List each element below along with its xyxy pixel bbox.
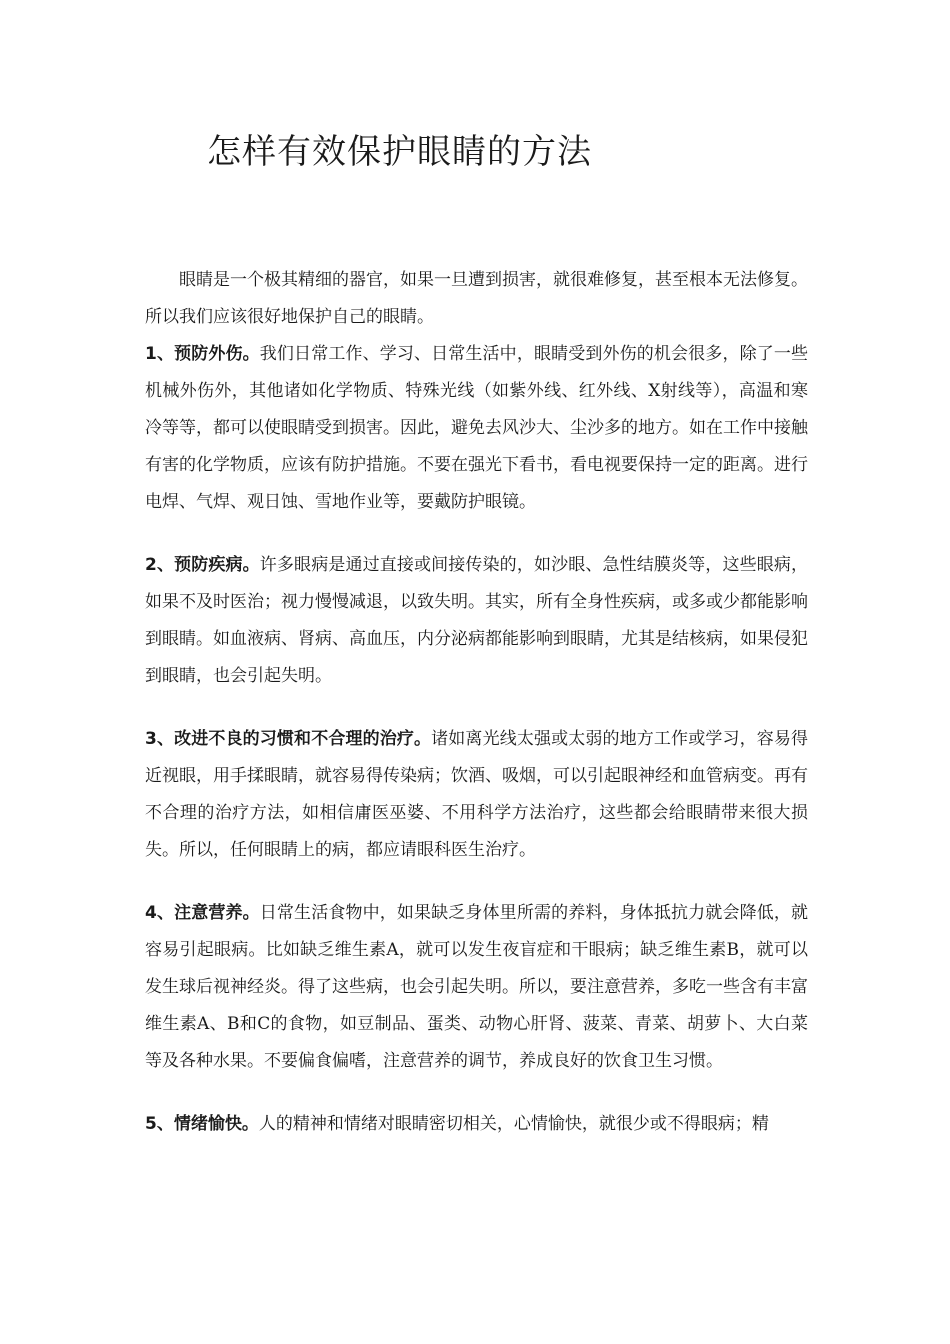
section-paragraph-2 [145,547,808,695]
intro-paragraph: 眼睛是一个极其精细的器官，如果一旦遭到损害，就很难修复，甚至根本无法修复。所以我们应该很好地保护自己的眼睛。 [145,270,808,327]
document-body [145,262,808,1143]
section-heading-5: 5、情绪愉快。 [145,1114,259,1134]
section-paragraph-3 [145,721,808,869]
section-paragraph-1 [145,336,808,521]
section-paragraph-4 [145,895,808,1080]
section-paragraph-5 [145,1106,808,1143]
section-text-1: 我们日常工作、学习、日常生活中，眼睛受到外伤的机会很多，除了一些机械外伤外，其他诸如化学物质、特殊光线（如紫外线、红外线、X射线等），高温和寒冷等等，都可以使眼睛受到损害。因此，避免去风沙大、尘沙多的地方。如在工作中接触有害的化学物质，应该有防护措施。不要在强光下看书，看电视要保持一定的距离。进行电焊、气焊、观日蚀、雪地作业等，要戴防护眼镜。 [145,344,808,512]
section-heading-1: 1、预防外伤。 [145,344,260,364]
section-heading-2: 2、预防疾病。 [145,555,260,575]
section-text-5: 人的精神和情绪对眼睛密切相关，心情愉快，就很少或不得眼病；精 [258,1114,769,1134]
section-text-3: 诸如离光线太强或太弱的地方工作或学习，容易得近视眼，用手揉眼睛，就容易得传染病；饮酒、吸烟，可以引起眼神经和血管病变。再有不合理的治疗方法，如相信庸医巫婆、不用科学方法治疗，这些都会给眼睛带来很大损失。所以，任何眼睛上的病，都应请眼科医生治疗。 [145,729,809,860]
section-heading-3: 3、改进不良的习惯和不合理的治疗。 [145,729,432,749]
document-title: 怎样有效保护眼睛的方法 [207,132,592,172]
section-text-4: 日常生活食物中，如果缺乏身体里所需的养料，身体抵抗力就会降低，就容易引起眼病。比如缺乏维生素A，就可以发生夜盲症和干眼病；缺乏维生素B，就可以发生球后视神经炎。得了这些病，也会引起失明。所以，要注意营养，多吃一些含有丰富维生素A、B和C的食物，如豆制品、蛋类、动物心肝肾、菠菜、青菜、胡萝卜、大白菜等及各种水果。不要偏食偏嗜，注意营养的调节，养成良好的饮食卫生习惯。 [145,903,808,1071]
section-text-2: 许多眼病是通过直接或间接传染的，如沙眼、急性结膜炎等，这些眼病，如果不及时医治；视力慢慢减退，以致失明。其实，所有全身性疾病，或多或少都能影响到眼睛。如血液病、肾病、高血压，内分泌病都能影响到眼睛，尤其是结核病，如果侵犯到眼睛，也会引起失明。 [145,555,808,686]
section-heading-4: 4、注意营养。 [145,903,260,923]
